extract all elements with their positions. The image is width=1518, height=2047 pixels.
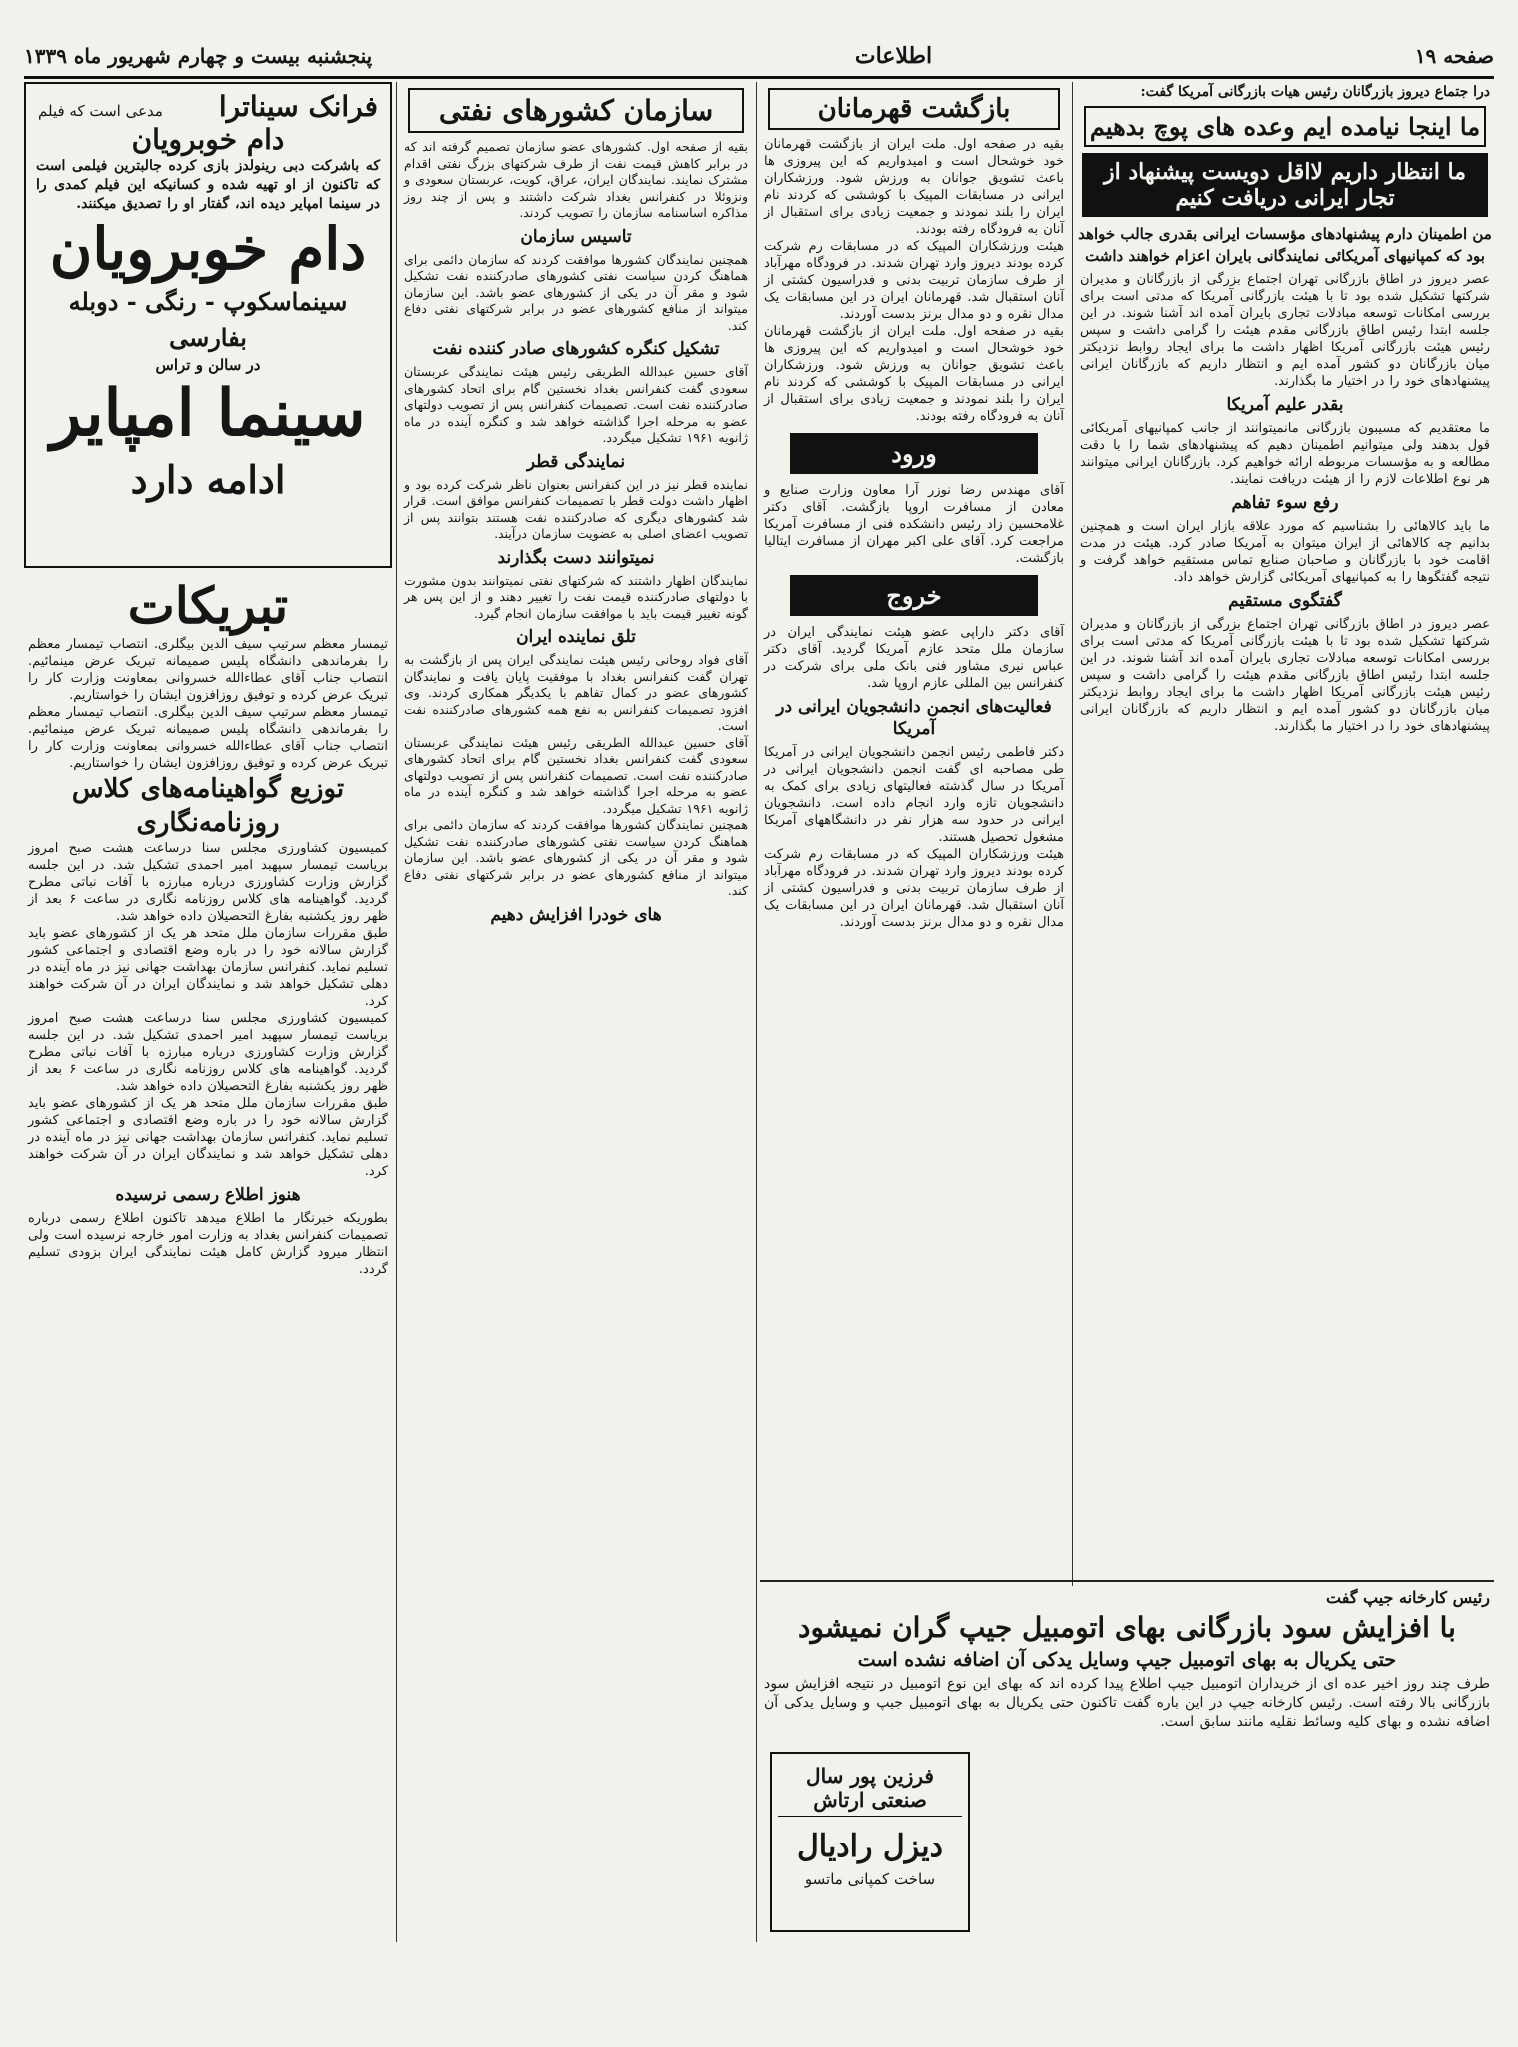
article-kicker: رئیس کارخانه جیپ گفت [1326, 1588, 1490, 1607]
section-heading: فعالیت‌های انجمن دانشجویان ایرانی در آمریکا [776, 697, 1052, 739]
section-title-congratulations: تبریکات [127, 576, 289, 635]
section-heading: نمایندگی قطر [526, 451, 626, 472]
departure-list: آقای دکتر داراپی عضو هیئت نمایندگی ایران در سازمان ملل متحد عازم آمریکا گردید. آقای دکتر عباس نیری مشاور فنی بانک ملی برای شرکت در کنفرانس بین المللی عازم اروپا شد. [764, 625, 1064, 691]
left-column [24, 82, 392, 1942]
article-body: نماینده قطر نیز در این کنفرانس بعنوان ناظر شرکت کرده بود و اظهار داشت دولت قطر با تصمیمات کنفرانس موافق است. قرار شد کشورهای دیگری که صادرکننده نفت هستند بتوانند پس از تصویب اعضای اصلی به عضویت سازمان درآیند. [404, 476, 748, 541]
advert-brand-top: فرزین پور سال صنعتی ارتاش [778, 1764, 962, 1817]
congratulations-body: تیمسار معظم سرتیپ سیف الدین بیگلری. انتصاب تیمسار معظم را بفرماندهی دانشگاه پلیس صمیمانه تبریک عرض مینمائیم. انتصاب جناب آقای عطاءالله خسروانی بمعاونت وزارت کار را تبریک عرض کرده و توفیق روزافزون ایشان را خواستاریم. [28, 705, 388, 771]
article-body: همچنین نمایندگان کشورها موافقت کردند که سازمان دائمی برای هماهنگ کردن سیاست نفتی کشورهای صادرکننده نفت تشکیل شود و مقر آن در یکی از کشورهای عضو باشد. این سازمان میتواند از منافع کشورهای عضو در برابر شرکتهای نفتی دفاع کند. [404, 817, 748, 898]
advert-format: سینماسکوپ - رنگی - دوبله بفارسی [68, 287, 348, 352]
article-body: هیئت ورزشکاران المپیک که در مسابقات رم شرکت کرده بودند دیروز وارد تهران شدند. در فرودگاه مهرآباد از طرف سازمان تربیت بدنی و فدراسیون کشتی از آنان استقبال شد. قهرمانان ایران در این مسابقات یک مدال نقره و دو مدال برنز بدست آوردند. [764, 239, 1064, 322]
article-headline: با افزایش سود بازرگانی بهای اتومبیل جیپ گران نمیشود [798, 1611, 1456, 1644]
article-subhead-2: من اطمینان دارم پیشنهادهای مؤسسات ایرانی بقدری جالب خواهد بود که کمپانیهای آمریکائی نمایندگانی بایران اعزام خواهند داشت [1078, 225, 1492, 265]
advert-continue: ادامه دارد [130, 457, 286, 502]
advert-film-title: دام خوبرویان [131, 123, 285, 156]
advert-star-name: فرانک سیناترا [218, 90, 378, 123]
advert-film-title-large: دام خوبرویان [49, 215, 367, 283]
masthead-date: پنجشنبه بیست و چهارم شهریور ماه ۱۳۳۹ [24, 44, 373, 68]
article-body: ما معتقدیم که مسیبون بازرگانی مانمیتوانند از جانب کمپانیهای آمریکائی قول بدهند ولی میتوانیم اطمینان دهیم که پیشنهادهای شما را با دقت مطالعه و به مؤسسات مربوطه ارائه خواهیم کرد. بازرگانان ایرانی میتوانند هر نوع اطلاعات لازم را از هیئت دریافت نمایند. [1080, 421, 1490, 487]
article-body: هیئت ورزشکاران المپیک که در مسابقات رم شرکت کرده بودند دیروز وارد تهران شدند. در فرودگاه مهرآباد از طرف سازمان تربیت بدنی و فدراسیون کشتی از آنان استقبال شد. قهرمانان ایران در این مسابقات یک مدال نقره و دو مدال برنز بدست آوردند. [764, 847, 1064, 930]
article-oil-countries [400, 82, 752, 1942]
section-banner-arrival: ورود [790, 433, 1038, 474]
section-heading: تاسیس سازمان [520, 226, 632, 247]
arrival-list: آقای مهندس رضا نوزر آرا معاون وزارت صنایع و معادن از مسافرت اروپا بازگشت. آقای دکتر غلامحسین زاد رئیس دانشکده فنی از مسافرت آمریکا مراجعت کرد. آقای علی اکبر مهران از مسافرت ایتالیا بازگشت. [764, 483, 1064, 566]
article-body: دکتر فاطمی رئیس انجمن دانشجویان ایرانی در آمریکا طی مصاحبه ای گفت انجمن دانشجویان ایرانی در آمریکا در سال گذشته فعالیتهای زیادی برای کمک به دانشجویان تازه وارد انجام داده است. دانشجویان ایرانی در حدود سه هزار نفر در دانشگاههای آمریکا مشغول تحصیل هستند. [764, 745, 1064, 845]
section-banner-departure: خروج [790, 575, 1038, 616]
article-body: کمیسیون کشاورزی مجلس سنا درساعت هشت صبح امروز بریاست تیمسار سپهبد امیر احمدی تشکیل شد. در این جلسه گزارش وزارت کشاورزی درباره مبارزه با آفات نباتی مطرح گردید. گواهینامه های کلاس روزنامه نگاری در ساعت ۶ بعد از ظهر روز یکشنبه بفارغ التحصیلان داده خواهد شد. [28, 841, 388, 924]
masthead-paper-name: اطلاعات [854, 43, 933, 69]
section-heading: تشکیل کنگره کشورهای صادر کننده نفت [432, 339, 720, 359]
section-heading: بقدر علیم آمریکا [1226, 395, 1344, 415]
article-headline: ما اینجا نیامده ایم وعده های پوچ بدهیم [1084, 106, 1486, 147]
article-subhead: حتی یکریال به بهای اتومبیل جیپ وسایل یدکی آن اضافه نشده است [857, 1649, 1397, 1671]
advert-diesel [770, 1752, 970, 1932]
section-heading: رفع سوء تفاهم [1231, 493, 1339, 513]
advert-description: که باشرکت دبی رینولدز بازی کرده جالبترین فیلمی است که تاکنون از او تهیه شده و کسانیکه این فیلم کمدی را در سینما امپایر دیده اند، گفتار او را تصدیق میکنند. [36, 158, 380, 212]
article-body: آقای فواد روحانی رئیس هیئت نمایندگی ایران پس از بازگشت به تهران گفت کنفرانس بغداد با موفقیت پایان یافت و نمایندگان کشورهای عضو در کمال تفاهم با یکدیگر همکاری کردند. وی افزود تصمیمات کنفرانس به نفع همه کشورهای صادرکننده نفت است. [404, 652, 748, 733]
advert-cinema-name: سینما امپایر [50, 376, 366, 451]
article-body: نمایندگان اظهار داشتند که شرکتهای نفتی نمیتوانند بدون مشورت با دولتهای صادرکننده قیمت نفت را تغییر دهند و از این پس هر گونه تغییر قیمت باید با موافقت سازمان انجام گیرد. [404, 572, 748, 621]
divider [760, 1580, 1494, 1582]
article-body: آقای حسین عبدالله الطریقی رئیس هیئت نمایندگی عربستان سعودی گفت کنفرانس بغداد نخستین گام برای اتحاد کشورهای صادرکننده نفت است. تصمیمات کنفرانس پس از تصویب دولتهای عضو به مرحله اجرا گذاشته خواهد شد و کنگره آینده در ماه ژانویه ۱۹۶۱ تشکیل میگردد. [404, 364, 748, 445]
advert-star-note: مدعی است که فیلم [38, 102, 163, 120]
section-heading: نمیتوانند دست بگذارند [497, 547, 655, 568]
article-headline: توزیع گواهینامه‌های کلاس روزنامه‌نگاری [71, 774, 345, 838]
masthead-page-number: صفحه ۱۹ [1414, 44, 1494, 68]
article-body: آقای حسین عبدالله الطریقی رئیس هیئت نمایندگی عربستان سعودی گفت کنفرانس بغداد نخستین گام برای اتحاد کشورهای صادرکننده نفت است. تصمیمات کنفرانس پس از تصویب دولتهای عضو به مرحله اجرا گذاشته خواهد شد و کنگره آینده در ماه ژانویه ۱۹۶۱ تشکیل میگردد. [404, 734, 748, 816]
column-rule [756, 82, 757, 1942]
advert-brand-sub: ساخت کمپانی ماتسو [804, 1870, 936, 1888]
advert-brand-name: دیزل رادیال [797, 1829, 943, 1864]
article-kicker: درا جتماع دیروز بازرگانان رئیس هیات بازرگانی آمریکا گفت: [1140, 84, 1490, 100]
section-heading: های خودرا افزایش دهیم [490, 904, 662, 925]
advert-cinema-prefix: در سالن و تراس [155, 356, 261, 374]
section-heading: هنوز اطلاع رسمی نرسیده [115, 1185, 301, 1205]
article-body: طبق مقررات سازمان ملل متحد هر یک از کشورهای عضو باید گزارش سالانه خود را در باره وضع اقتصادی و اجتماعی کشور تسلیم نماید. کنفرانس سازمان بهداشت جهانی نیز در ماه آینده در دهلی تشکیل خواهد شد و نمایندگان ایران در آن شرکت خواهند کرد. [28, 926, 388, 1009]
article-body: عصر دیروز در اطاق بازرگانی تهران اجتماع بزرگی از بازرگانان و مدیران شرکتها تشکیل شده بود تا با هیئت بازرگانی آمریکا که مدتی است برای بررسی امکانات توسعه مبادلات تجاری بایران آمده اند آشنا شوند. در این جلسه ابتدا رئیس اطاق بازرگانی مقدم هیئت را گرامی داشت و سپس رئیس هیئت بازرگانی آمریکا اظهار داشت ما برای ایجاد روابط نزدیکتر میان بازرگانان دو کشور آمده ایم و انتظار داریم که بازرگانان ایرانی پیشنهادهای خود را در اختیار ما بگذارند. [1080, 617, 1490, 734]
article-body: کمیسیون کشاورزی مجلس سنا درساعت هشت صبح امروز بریاست تیمسار سپهبد امیر احمدی تشکیل شد. در این جلسه گزارش وزارت کشاورزی درباره مبارزه با آفات نباتی مطرح گردید. گواهینامه های کلاس روزنامه نگاری در ساعت ۶ بعد از ظهر روز یکشنبه بفارغ التحصیلان داده خواهد شد. [28, 1011, 388, 1094]
article-body: بطوریکه خبرنگار ما اطلاع میدهد تاکنون اطلاع رسمی درباره تصمیمات کنفرانس بغداد به وزارت امور خارجه نرسیده است ولی انتظار میرود گزارش کامل هیئت نمایندگی ایران بزودی تسلیم گردد. [28, 1211, 388, 1277]
congratulations-body: تیمسار معظم سرتیپ سیف الدین بیگلری. انتصاب تیمسار معظم را بفرماندهی دانشگاه پلیس صمیمانه تبریک عرض مینمائیم. انتصاب جناب آقای عطاءالله خسروانی بمعاونت وزارت کار را تبریک عرض کرده و توفیق روزافزون ایشان را خواستاریم. [28, 637, 388, 703]
advert-cinema-empire [24, 82, 392, 568]
article-body: همچنین نمایندگان کشورها موافقت کردند که سازمان دائمی برای هماهنگ کردن سیاست نفتی کشورهای صادرکننده نفت تشکیل شود و مقر آن در یکی از کشورهای عضو باشد. این سازمان میتواند از منافع کشورهای عضو در برابر شرکتهای نفتی دفاع کند. [404, 251, 748, 333]
masthead [24, 36, 1494, 79]
article-body: طرف چند روز اخیر عده ای از خریداران اتومبیل جیپ اطلاع پیدا کرده اند که بهای این نوع اتومبیل در نتیجه افزایش سود بازرگانی بالا رفته است. رئیس کارخانه جیپ در این باره گفت تاکنون حتی یکریال به بهای اتومبیل جیپ و وسایل یدکی آن اضافه نشده و بهای کلیه وسائط نقلیه مانند سابق است. [764, 1676, 1490, 1730]
article-headline: بازگشت قهرمانان [768, 88, 1060, 130]
article-body: بقیه از صفحه اول. کشورهای عضو سازمان تصمیم گرفته اند که در برابر کاهش قیمت نفت از طرف شرکتهای بزرگ نفتی اقدام مشترک نمایند. نمایندگان ایران، عراق، کویت، عربستان سعودی و ونزوئلا در کنفرانس بغداد شرکت داشتند و پس از چند روز مذاکره اساسنامه سازمان را تصویب کردند. [404, 139, 748, 220]
article-body: ما باید کالاهائی را بشناسیم که مورد علاقه بازار ایران است و همچنین بدانیم چه کالاهائی از ایران میتوان به آمریکا صادر کرد. هیئت در مدت اقامت خود با بازرگانان و صاحبان صنایع تماس مستقیم خواهد گرفت و نتیجه گفتگوها را به کمپانیهای آمریکائی گزارش خواهد داد. [1080, 519, 1490, 585]
article-body: طبق مقررات سازمان ملل متحد هر یک از کشورهای عضو باید گزارش سالانه خود را در باره وضع اقتصادی و اجتماعی کشور تسلیم نماید. کنفرانس سازمان بهداشت جهانی نیز در ماه آینده در دهلی تشکیل خواهد شد و نمایندگان ایران در آن شرکت خواهند کرد. [28, 1096, 388, 1179]
section-heading: تلق نماینده ایران [516, 627, 636, 647]
article-body: بقیه در صفحه اول. ملت ایران از بازگشت قهرمانان خود خوشحال است و امیدواریم که این پیروزی ها باعث تشویق جوانان به ورزش شود. ورزشکاران ایرانی در مسابقات المپیک با کوششی که کردند نام ایران را بلند نمودند و جمعیت زیادی برای استقبال از آنان به فرودگاه رفته بودند. [764, 137, 1064, 237]
section-heading: گفتگوی مستقیم [1228, 591, 1342, 611]
article-body: عصر دیروز در اطاق بازرگانی تهران اجتماع بزرگی از بازرگانان و مدیران شرکتها تشکیل شده بود تا با هیئت بازرگانی آمریکا که مدتی است برای بررسی امکانات توسعه مبادلات تجاری بایران آمده اند آشنا شوند. در این جلسه ابتدا رئیس اطاق بازرگانی مقدم هیئت را گرامی داشت و سپس رئیس هیئت بازرگانی آمریکا اظهار داشت ما برای ایجاد روابط نزدیکتر میان بازرگانان دو کشور آمده ایم و انتظار داریم که بازرگانان ایرانی پیشنهادهای خود را در اختیار ما بگذارند. [1080, 272, 1490, 389]
article-subhead: ما انتظار داریم لااقل دویست پیشنهاد از تجار ایرانی دریافت کنیم [1082, 153, 1488, 217]
article-headline: سازمان کشورهای نفتی [408, 88, 744, 133]
column-rule [396, 82, 397, 1942]
article-body: بقیه در صفحه اول. ملت ایران از بازگشت قهرمانان خود خوشحال است و امیدواریم که این پیروزی ها باعث تشویق جوانان به ورزش شود. ورزشکاران ایرانی در مسابقات المپیک با کوششی که کردند نام ایران را بلند نمودند و جمعیت زیادی برای استقبال از آنان به فرودگاه رفته بودند. [764, 324, 1064, 424]
article-heroes-return [760, 82, 1068, 1576]
